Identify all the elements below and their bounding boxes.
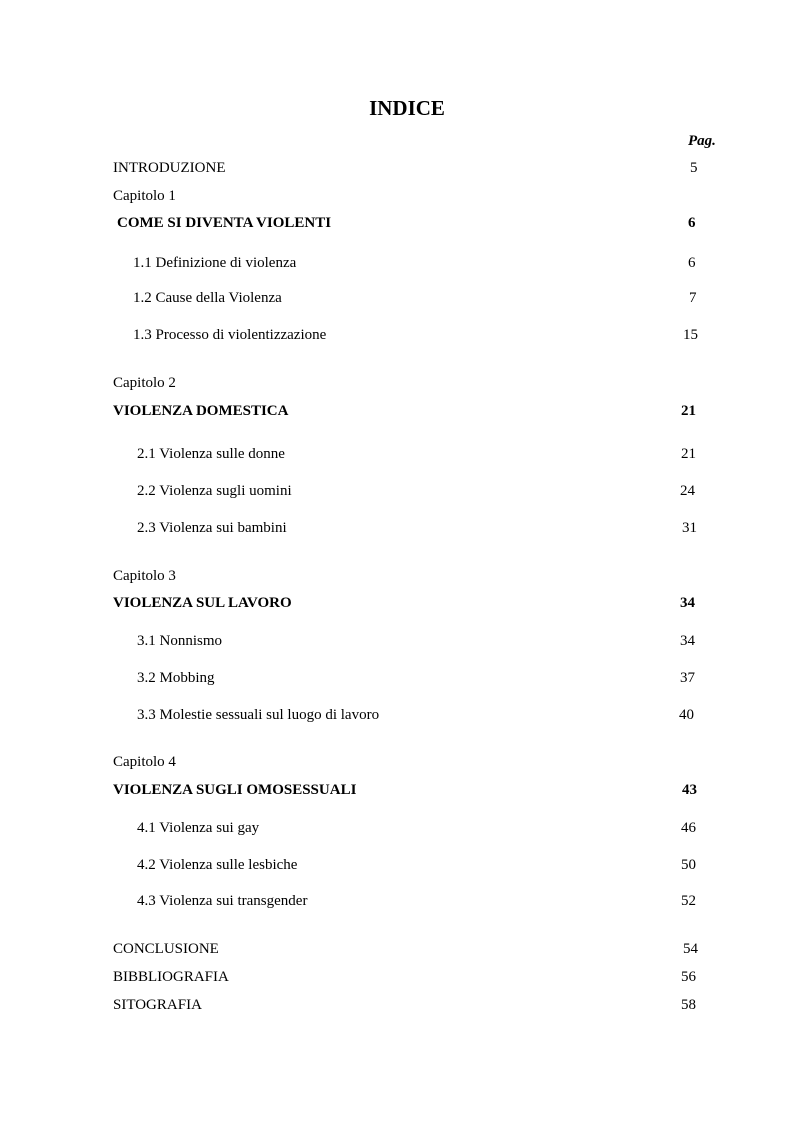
toc-entry-label: INTRODUZIONE: [113, 160, 226, 176]
toc-entry-label: COME SI DIVENTA VIOLENTI: [117, 215, 332, 231]
toc-entry-label: 1.3 Processo di violentizzazione: [133, 327, 327, 343]
toc-entry-page: 31: [682, 520, 697, 536]
toc-entry-label: 4.1 Violenza sui gay: [137, 820, 260, 836]
toc-chapter-1-heading: [0, 186, 794, 206]
page-title: INDICE: [369, 96, 445, 120]
toc-entry-2-3[interactable]: [0, 518, 794, 538]
toc-entry-chapter-1[interactable]: [0, 213, 794, 233]
toc-entry-page: 15: [683, 327, 698, 343]
toc-entry-label: 3.3 Molestie sessuali sul luogo di lavoro: [137, 707, 380, 723]
toc-entry-label: 1.1 Definizione di violenza: [133, 255, 297, 271]
toc-entry-page: 56: [681, 969, 696, 985]
toc-entry-page: 6: [688, 215, 696, 231]
toc-entry-page: 21: [681, 446, 696, 462]
toc-entry-label: VIOLENZA SUGLI OMOSESSUALI: [113, 782, 357, 798]
toc-entry-chapter-2[interactable]: [0, 401, 794, 421]
toc-chapter-3-heading: [0, 566, 794, 586]
toc-entry-page: 6: [688, 255, 696, 271]
toc-entry-label: Capitolo 1: [113, 188, 176, 204]
toc-entry-4-2[interactable]: [0, 855, 794, 875]
toc-entry-chapter-3[interactable]: [0, 593, 794, 613]
page-column-label: Pag.: [688, 133, 716, 149]
toc-entry-label: 3.1 Nonnismo: [137, 633, 223, 649]
toc-entry-chapter-4[interactable]: [0, 780, 794, 800]
toc-entry-label: CONCLUSIONE: [113, 941, 219, 957]
toc-entry-page: 58: [681, 997, 696, 1013]
toc-entry-label: Capitolo 4: [113, 754, 176, 770]
toc-entry-page: 7: [689, 290, 697, 306]
toc-entry-label: VIOLENZA SUL LAVORO: [113, 595, 292, 611]
toc-entry-page: 52: [681, 893, 696, 909]
toc-entry-bibbliografia[interactable]: [0, 967, 794, 987]
toc-entry-2-1[interactable]: [0, 444, 794, 464]
toc-entry-page: 50: [681, 857, 696, 873]
toc-entry-introduzione[interactable]: [0, 158, 794, 178]
toc-entry-4-3[interactable]: [0, 891, 794, 911]
toc-entry-label: 4.2 Violenza sulle lesbiche: [137, 857, 298, 873]
toc-entry-4-1[interactable]: [0, 818, 794, 838]
toc-entry-label: BIBBLIOGRAFIA: [113, 969, 229, 985]
toc-entry-3-1[interactable]: [0, 631, 794, 651]
toc-entry-2-2[interactable]: [0, 481, 794, 501]
toc-entry-3-3[interactable]: [0, 705, 794, 725]
toc-entry-page: 54: [683, 941, 698, 957]
toc-entry-label: 2.1 Violenza sulle donne: [137, 446, 285, 462]
toc-entry-page: 34: [680, 595, 695, 611]
toc-entry-label: 3.2 Mobbing: [137, 670, 215, 686]
toc-entry-label: 2.2 Violenza sugli uomini: [137, 483, 292, 499]
toc-entry-1-2[interactable]: [0, 288, 794, 308]
toc-entry-1-1[interactable]: [0, 253, 794, 273]
toc-entry-label: 4.3 Violenza sui transgender: [137, 893, 308, 909]
toc-entry-page: 43: [682, 782, 697, 798]
toc-entry-sitografia[interactable]: [0, 995, 794, 1015]
toc-entry-page: 24: [680, 483, 695, 499]
toc-entry-conclusione[interactable]: [0, 939, 794, 959]
toc-chapter-4-heading: [0, 752, 794, 772]
toc-entry-page: 40: [679, 707, 694, 723]
toc-entry-page: 46: [681, 820, 696, 836]
toc-entry-page: 5: [690, 160, 698, 176]
toc-entry-label: VIOLENZA DOMESTICA: [113, 403, 289, 419]
toc-entry-page: 21: [681, 403, 696, 419]
toc-entry-label: 1.2 Cause della Violenza: [133, 290, 282, 306]
toc-chapter-2-heading: [0, 373, 794, 393]
toc-entry-label: 2.3 Violenza sui bambini: [137, 520, 287, 536]
toc-entry-label: Capitolo 3: [113, 568, 176, 584]
toc-entry-page: 34: [680, 633, 695, 649]
toc-entry-1-3[interactable]: [0, 325, 794, 345]
toc-entry-page: 37: [680, 670, 695, 686]
toc-entry-3-2[interactable]: [0, 668, 794, 688]
toc-entry-label: SITOGRAFIA: [113, 997, 202, 1013]
toc-entry-label: Capitolo 2: [113, 375, 176, 391]
